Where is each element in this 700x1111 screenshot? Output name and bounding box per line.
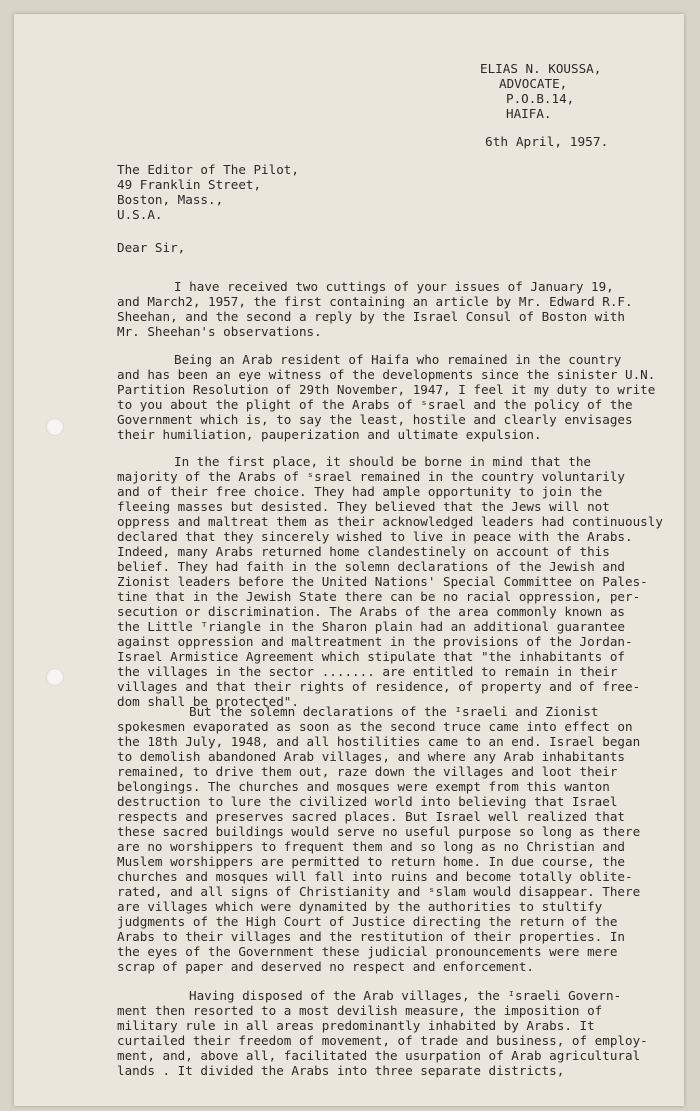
body-line: Arabs to their villages and the restitution of their properties. In: [117, 929, 625, 944]
punch-hole-bottom: [46, 668, 64, 686]
sender-title: ADVOCATE,: [499, 76, 568, 91]
body-line: Mr. Sheehan's observations.: [117, 324, 322, 339]
body-line: rated, and all signs of Christianity and ˢslam would disappear. There: [117, 884, 641, 899]
recipient-line: U.S.A.: [117, 207, 163, 222]
recipient-line: Boston, Mass.,: [117, 192, 224, 207]
body-line: Having disposed of the Arab villages, the ᴵsraeli Govern-: [189, 988, 622, 1003]
sender-pob: P.O.B.14,: [506, 91, 575, 106]
body-line: judgments of the High Court of Justice directing the return of the: [117, 914, 618, 929]
body-line: Zionist leaders before the United Nations' Special Committee on Pales-: [117, 574, 648, 589]
body-line: Muslem worshippers are permitted to return home. In due course, the: [117, 854, 625, 869]
body-line: are villages which were dynamited by the authorities to stultify: [117, 899, 603, 914]
body-line: But the solemn declarations of the ᴵsraeli and Zionist: [189, 704, 599, 719]
body-line: Sheehan, and the second a reply by the Israel Consul of Boston with: [117, 309, 625, 324]
body-line: tine that in the Jewish State there can be no racial oppression, per-: [117, 589, 641, 604]
body-line: fleeing masses but desisted. They believed that the Jews will not: [117, 499, 610, 514]
body-line: I have received two cuttings of your issues of January 19,: [174, 279, 614, 294]
body-line: Indeed, many Arabs returned home clandestinely on account of this: [117, 544, 610, 559]
body-line: dom shall be protected".: [117, 694, 299, 709]
body-line: lands . It divided the Arabs into three separate districts,: [117, 1063, 565, 1078]
recipient-line: 49 Franklin Street,: [117, 177, 262, 192]
body-line: the villages in the sector ....... are entitled to remain in their: [117, 664, 618, 679]
body-line: remained, to drive them out, raze down the villages and loot their: [117, 764, 618, 779]
body-line: belief. They had faith in the solemn declarations of the Jewish and: [117, 559, 625, 574]
body-line: to demolish abandoned Arab villages, and where any Arab inhabitants: [117, 749, 625, 764]
sender-name: ELIAS N. KOUSSA,: [480, 61, 602, 76]
body-line: belongings. The churches and mosques were exempt from this wanton: [117, 779, 610, 794]
body-line: Israel Armistice Agreement which stipulate that "the inhabitants of: [117, 649, 625, 664]
body-line: respects and preserves sacred places. But Israel well realized that: [117, 809, 625, 824]
body-line: spokesmen evaporated as soon as the second truce came into effect on: [117, 719, 633, 734]
body-line: In the first place, it should be borne in mind that the: [174, 454, 592, 469]
body-line: and has been an eye witness of the developments since the sinister U.N.: [117, 367, 656, 382]
salutation: Dear Sir,: [117, 240, 186, 255]
body-line: secution or discrimination. The Arabs of the area commonly known as: [117, 604, 625, 619]
body-line: Partition Resolution of 29th November, 1947, I feel it my duty to write: [117, 382, 656, 397]
body-line: against oppression and maltreatment in the provisions of the Jordan-: [117, 634, 633, 649]
body-line: and March2, 1957, the first containing an article by Mr. Edward R.F.: [117, 294, 633, 309]
body-line: ment, and, above all, facilitated the usurpation of Arab agricultural: [117, 1048, 641, 1063]
body-line: curtailed their freedom of movement, of trade and business, of employ-: [117, 1033, 648, 1048]
body-line: majority of the Arabs of ˢsrael remained in the country voluntarily: [117, 469, 625, 484]
body-line: military rule in all areas predominantly inhabited by Arabs. It: [117, 1018, 595, 1033]
sender-city: HAIFA.: [506, 106, 552, 121]
body-line: are no worshippers to frequent them and so long as no Christian and: [117, 839, 625, 854]
body-line: churches and mosques will fall into ruins and become totally oblite-: [117, 869, 633, 884]
body-line: oppress and maltreat them as their acknowledged leaders had continuously: [117, 514, 663, 529]
body-line: declared that they sincerely wished to live in peace with the Arabs.: [117, 529, 633, 544]
recipient-line: The Editor of The Pilot,: [117, 162, 299, 177]
body-line: the eyes of the Government these judicial pronouncements were mere: [117, 944, 618, 959]
body-line: and of their free choice. They had ample opportunity to join the: [117, 484, 603, 499]
body-line: their humiliation, pauperization and ultimate expulsion.: [117, 427, 542, 442]
letter-date: 6th April, 1957.: [485, 135, 609, 150]
body-line: the Little ᵀriangle in the Sharon plain had an additional guarantee: [117, 619, 625, 634]
body-line: the 18th July, 1948, and all hostilities came to an end. Israel began: [117, 734, 641, 749]
body-line: ment then resorted to a most devilish measure, the imposition of: [117, 1003, 603, 1018]
punch-hole-top: [46, 418, 64, 436]
body-line: Being an Arab resident of Haifa who remained in the country: [174, 352, 622, 367]
body-line: destruction to lure the civilized world into believing that Israel: [117, 794, 618, 809]
body-line: Government which is, to say the least, hostile and clearly envisages: [117, 412, 633, 427]
body-line: villages and that their rights of residence, of property and of free-: [117, 679, 641, 694]
body-line: to you about the plight of the Arabs of ˢsrael and the policy of the: [117, 397, 633, 412]
body-line: these sacred buildings would serve no useful purpose so long as there: [117, 824, 641, 839]
body-line: scrap of paper and deserved no respect and enforcement.: [117, 959, 535, 974]
